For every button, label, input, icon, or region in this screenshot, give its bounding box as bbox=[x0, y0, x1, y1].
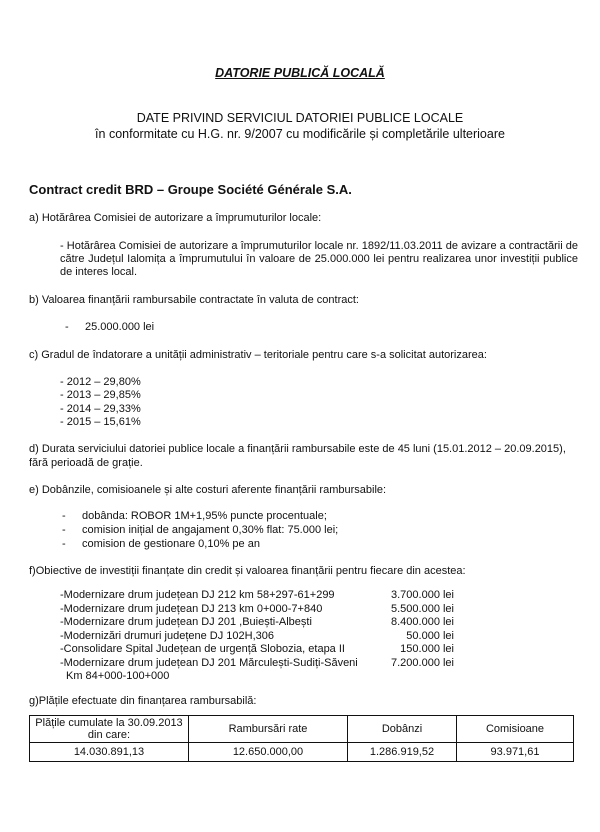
page-title: DATORIE PUBLICĂ LOCALĂ bbox=[215, 66, 385, 80]
payments-table bbox=[29, 715, 574, 762]
section-a-body: - Hotărârea Comisiei de autorizare a împrumuturilor locale nr. 1892/11.03.2011 de avizare a contractării de către Județul Ialomița a împrumutului în valoare de 25.000.000 lei pentru realizarea unor investiții publice de interes local. bbox=[60, 240, 578, 278]
table-header-cell: Rambursări rate bbox=[189, 716, 348, 743]
section-d-line-1: d) Durata serviciului datoriei publice locale a finanțării rambursabile este de 45 luni (15.01.2012 – 20.09.2015), bbox=[29, 443, 566, 455]
table-header-cell bbox=[30, 716, 189, 743]
investment-value: 150.000 lei bbox=[400, 643, 454, 655]
section-g-heading: g)Plățile efectuate din finanțarea rambursabilă: bbox=[29, 695, 257, 707]
table-row bbox=[30, 743, 574, 762]
table-cell: 93.971,61 bbox=[457, 743, 574, 762]
table-header-row bbox=[30, 716, 574, 743]
list-item: - 2012 – 29,80% bbox=[60, 376, 141, 388]
investment-name: -Consolidare Spital Județean de urgență Slobozia, etapa II bbox=[60, 643, 345, 655]
section-b-item: - 25.000.000 lei bbox=[65, 321, 155, 333]
investment-value: 3.700.000 lei bbox=[391, 589, 454, 601]
list-item: - dobânda: ROBOR 1M+1,95% puncte procentuale; bbox=[62, 510, 327, 522]
investment-name: -Modernizări drumuri județene DJ 102H,306 bbox=[60, 630, 274, 642]
table-header-label: Plățile cumulate la 30.09.2013 bbox=[35, 717, 183, 729]
table-cell: 12.650.000,00 bbox=[189, 743, 348, 762]
section-a-heading: a) Hotărârea Comisiei de autorizare a împrumuturilor locale: bbox=[29, 212, 322, 224]
investment-name: -Modernizare drum județean DJ 213 km 0+000-7+840 bbox=[60, 603, 323, 615]
list-item: - comision de gestionare 0,10% pe an bbox=[62, 538, 260, 550]
table-header-cell: Comisioane bbox=[457, 716, 574, 743]
list-item: - 2013 – 29,85% bbox=[60, 389, 141, 401]
list-item: - comision inițial de angajament 0,30% flat: 75.000 lei; bbox=[62, 524, 339, 536]
section-d-line-2: fără perioadă de grație. bbox=[29, 457, 143, 469]
investment-value: 7.200.000 lei bbox=[391, 657, 454, 669]
investment-value: 50.000 lei bbox=[406, 630, 454, 642]
list-item: - 2014 – 29,33% bbox=[60, 403, 141, 415]
cost-item-label: dobânda: ROBOR 1M+1,95% puncte procentuale; bbox=[82, 510, 327, 522]
section-b-heading: b) Valoarea finanțării rambursabile contractate în valuta de contract: bbox=[29, 294, 359, 306]
investment-name: -Modernizare drum județean DJ 201 ,Buiești-Albești bbox=[60, 616, 312, 628]
investment-name: -Modernizare drum județean DJ 212 km 58+297-61+299 bbox=[60, 589, 335, 601]
list-item: - 2015 – 15,61% bbox=[60, 416, 141, 428]
section-f-heading: f)Obiective de investiții finanțate din credit și valoarea finanțării pentru fiecare din acestea: bbox=[29, 565, 466, 577]
investment-continuation: Km 84+000-100+000 bbox=[66, 670, 170, 682]
table-cell: 1.286.919,52 bbox=[348, 743, 457, 762]
table-header-sublabel: din care: bbox=[87, 729, 131, 741]
investment-name: -Modernizare drum județean DJ 201 Mărculești-Sudiți-Săveni bbox=[60, 657, 358, 669]
section-e-heading: e) Dobânzile, comisioanele și alte costuri aferente finanțării rambursabile: bbox=[29, 484, 387, 496]
section-c-heading: c) Gradul de îndatorare a unității administrativ – teritoriale pentru care s-a solicitat autorizarea: bbox=[29, 349, 487, 361]
investment-value: 5.500.000 lei bbox=[391, 603, 454, 615]
table-cell: 14.030.891,13 bbox=[30, 743, 189, 762]
investment-value: 8.400.000 lei bbox=[391, 616, 454, 628]
header-line-2: în conformitate cu H.G. nr. 9/2007 cu modificările și completările ulterioare bbox=[95, 127, 505, 141]
cost-item-label: comision de gestionare 0,10% pe an bbox=[82, 538, 260, 550]
contract-title: Contract credit BRD – Groupe Société Générale S.A. bbox=[29, 182, 352, 197]
cost-item-label: comision inițial de angajament 0,30% flat: 75.000 lei; bbox=[82, 524, 339, 536]
header-line-1: DATE PRIVIND SERVICIUL DATORIEI PUBLICE LOCALE bbox=[136, 111, 464, 125]
section-b-value: 25.000.000 lei bbox=[85, 321, 155, 333]
table-header-cell: Dobânzi bbox=[348, 716, 457, 743]
